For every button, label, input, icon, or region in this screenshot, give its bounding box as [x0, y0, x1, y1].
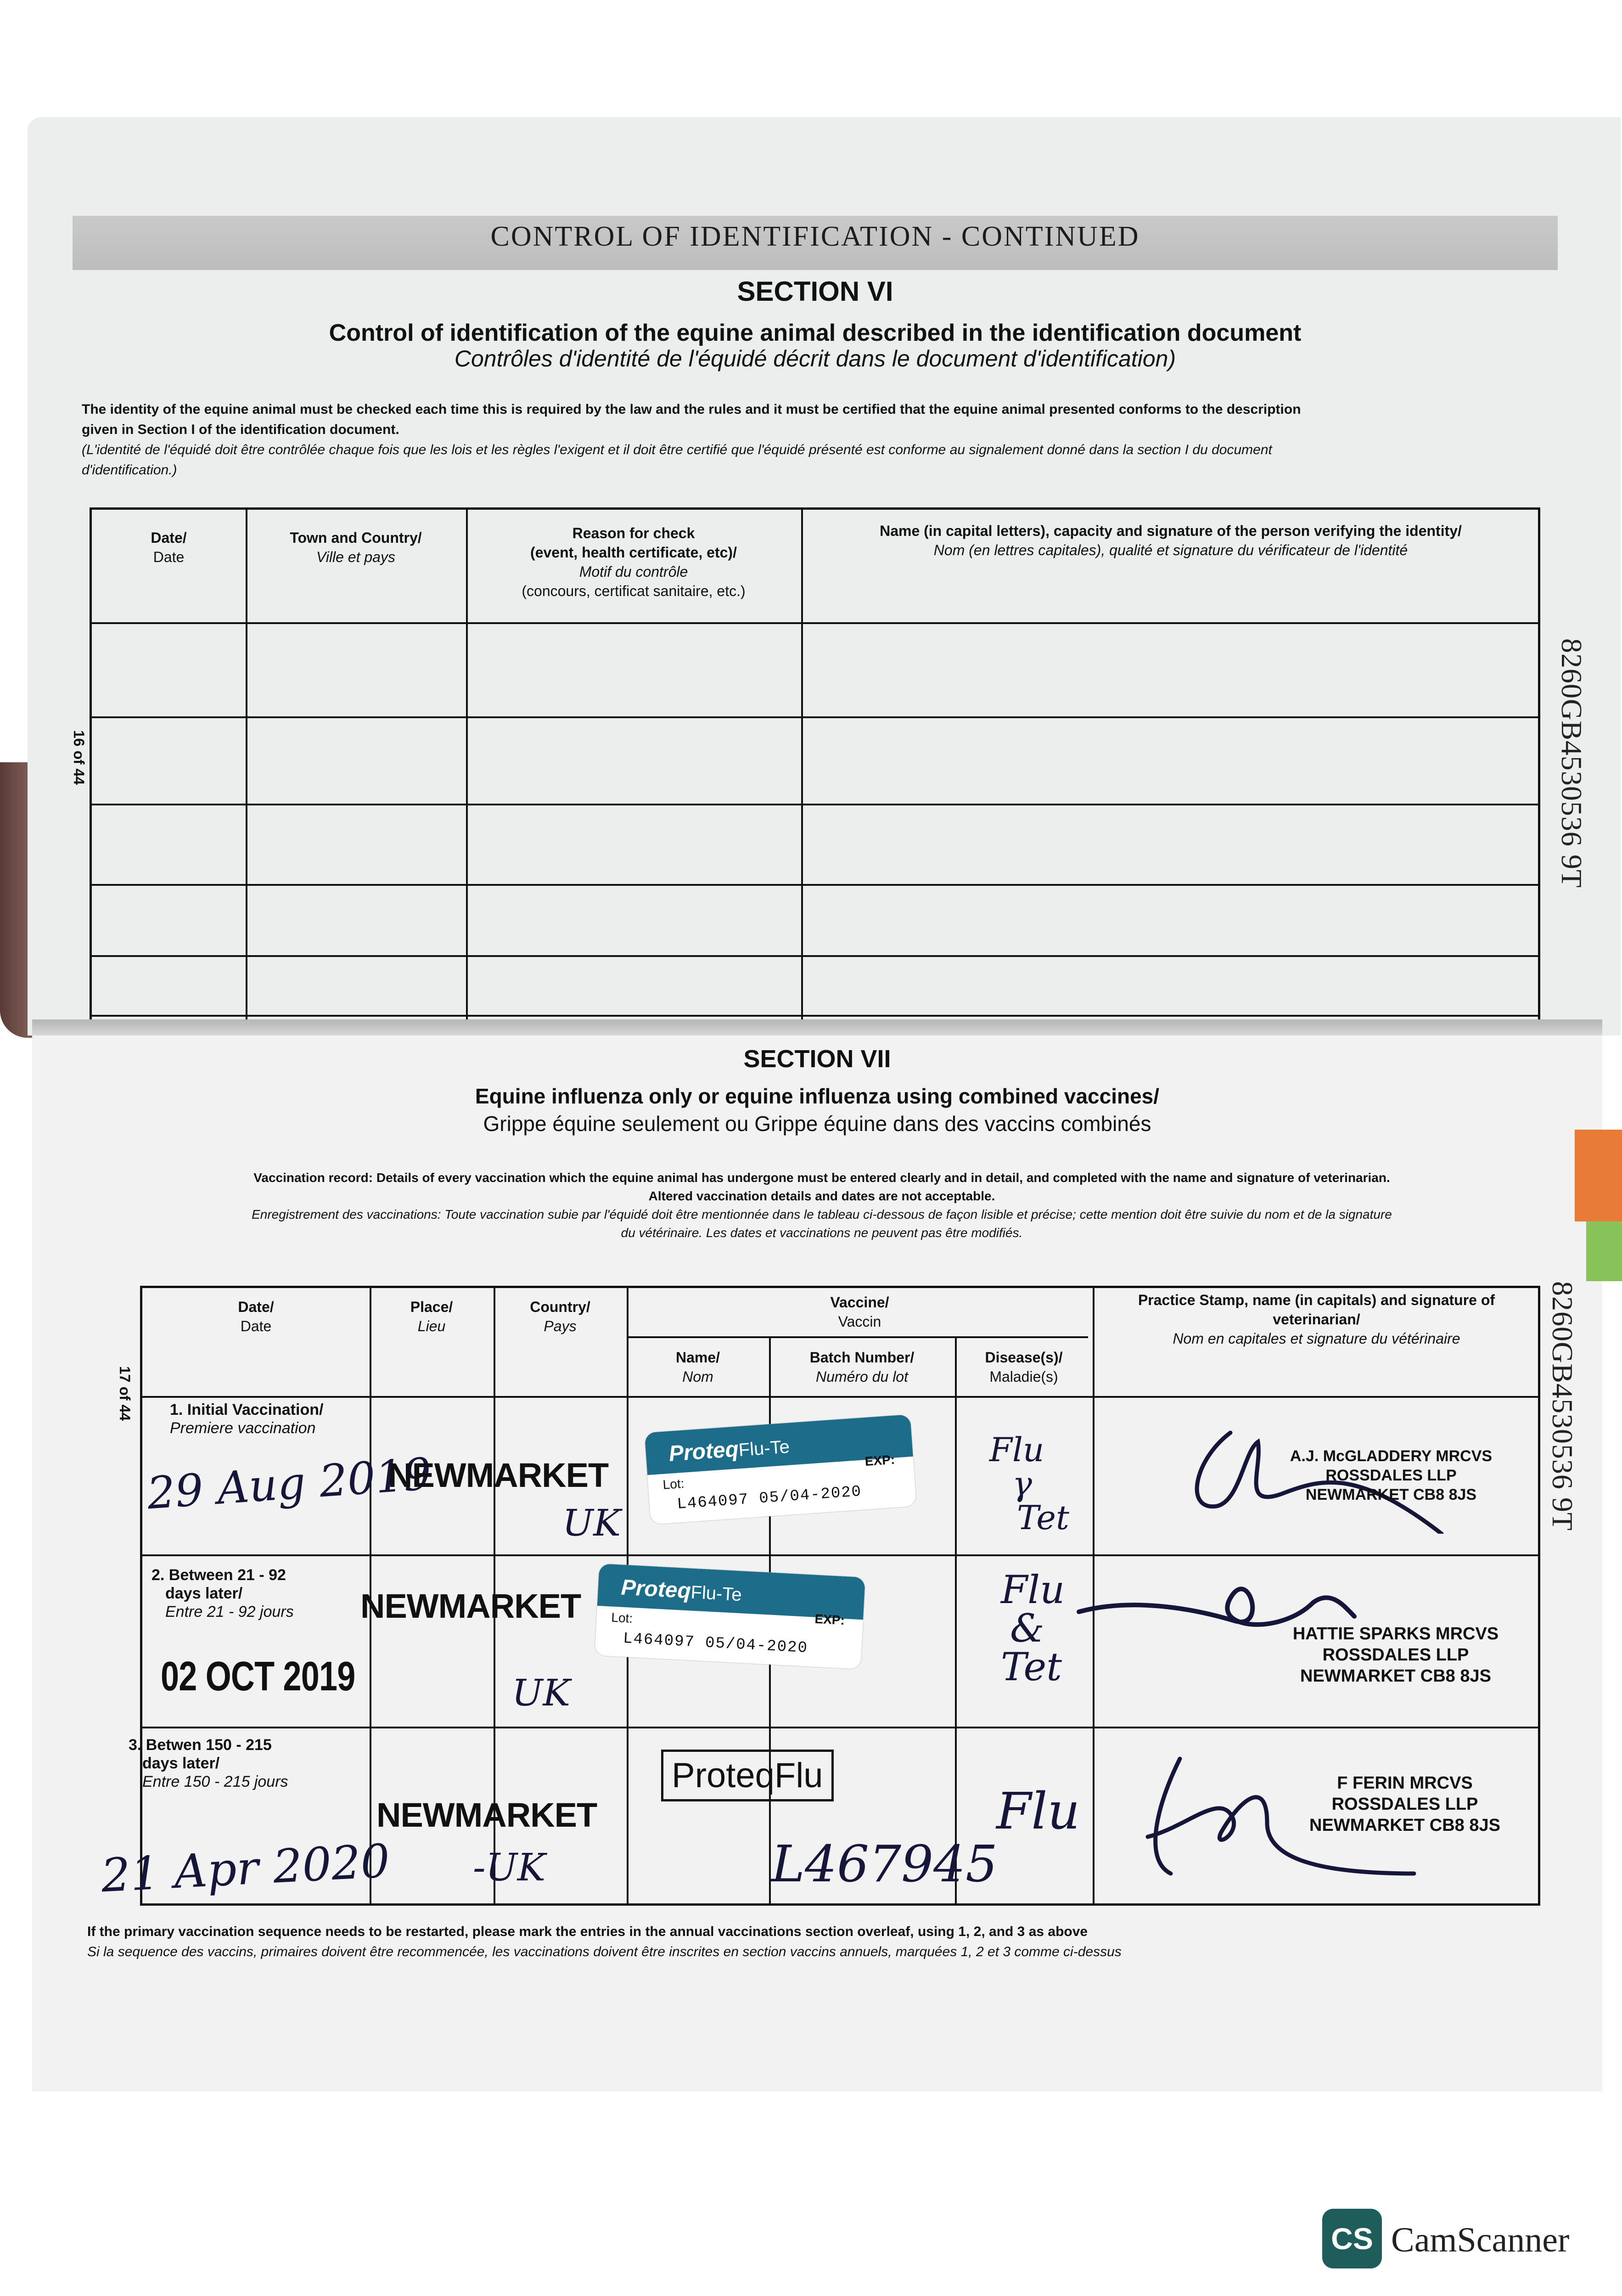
col-header-country: Country/ Pays: [530, 1299, 590, 1334]
row-1-place: NEWMARKET: [388, 1456, 609, 1494]
row-2-vaccine-sticker: ProteqFlu-Te Lot: EXP: L464097 05/04-2020: [595, 1564, 865, 1669]
col-divider: [246, 510, 247, 1042]
instructions-en-2: given in Section I of the identification document.: [82, 422, 399, 437]
row-1-vaccine-sticker: ProteqFlu-Te Lot: EXP: L464097 05/04-2020: [645, 1414, 917, 1525]
row-1-date: 29 Aug 2019: [145, 1448, 433, 1519]
section-vi-title: SECTION VI: [737, 276, 893, 307]
page-number-16: 16 of 44: [71, 730, 87, 785]
row-divider: [92, 716, 1538, 718]
col-header-date: Date/ Date: [151, 529, 187, 565]
instructions-fr-1: (L'identité de l'équidé doit être contrôlée chaque fois que les lois et les règles l'exigent et il doit être certifié que l'équidé présenté est conforme au signalement donné dans la section I du document: [82, 442, 1272, 457]
row-3-country: -UK: [473, 1846, 546, 1890]
row-3-disease: Flu: [996, 1782, 1080, 1840]
col-header-town: Town and Country/ Ville et pays: [290, 529, 422, 565]
col-header-reason: Reason for check (event, health certificate, etc)/ Motif du contrôle (concours, certificat sanitaire, etc.): [522, 525, 746, 599]
col-header-date: Date/ Date: [238, 1299, 274, 1334]
row-3-date: 21 Apr 2020: [100, 1834, 391, 1903]
row-divider: [92, 804, 1538, 805]
section-vii-subtitle-fr: Grippe équine seulement ou Grippe équine dans des vaccins combinés: [483, 1112, 1151, 1136]
section-vi-subtitle-fr: Contrôles d'identité de l'équidé décrit dans le document d'identification): [454, 346, 1176, 371]
camscanner-logo-icon: CS: [1322, 2209, 1382, 2268]
restart-footnote-fr: Si la sequence des vaccins, primaires doivent être recommencée, les vaccinations doivent être inscrites en section vaccins annuels, marquées 1, 2 et 3 comme ci-dessus: [87, 1944, 1122, 1959]
restart-footnote-en: If the primary vaccination sequence needs to be restarted, please mark the entries in the annual vaccinations section overleaf, using 1, 2, and 3 as above: [87, 1924, 1088, 1939]
section-vi-instructions: [82, 400, 1551, 480]
row-2-vet-stamp: HATTIE SPARKS MRCVS ROSSDALES LLP NEWMARKET CB8 8JS: [1292, 1624, 1499, 1686]
altered-details-note-fr: du vétérinaire. Les dates et vaccinations ne peuvent pas être modifiés.: [621, 1226, 1023, 1240]
col-header-vaccine-name: Name/ Nom: [675, 1349, 720, 1385]
section-vii-title: SECTION VII: [743, 1045, 891, 1073]
passport-number-top: 8260GB4530536 9T: [1555, 638, 1588, 888]
row-divider: [92, 955, 1538, 957]
row-1-label: 1. Initial Vaccination/ Premiere vaccination: [170, 1401, 324, 1437]
vaccination-record-note: Vaccination record: Details of every vaccination which the equine animal has undergone must be entered clearly and in detail, and completed with the name and signature of veterinarian.: [253, 1171, 1390, 1185]
row-3-vaccine-name: ProteqFlu: [661, 1750, 834, 1801]
section-vi-subtitle: Control of identification of the equine animal described in the identification document: [329, 320, 1302, 346]
passport-number-bottom: 8260GB4530536 9T: [1546, 1281, 1579, 1531]
col-header-verifier: Name (in capital letters), capacity and signature of the person verifying the identity/ Nom (en lettres capitales), qualité et signature du vérificateur de l'identité: [880, 523, 1462, 558]
row-3-label: 3. Betwen 150 - 215 days later/ Entre 150 - 215 jours: [129, 1736, 288, 1790]
col-header-batch: Batch Number/ Numéro du lot: [809, 1349, 915, 1385]
row-divider: [92, 1015, 1538, 1017]
page-tab-orange: [1575, 1130, 1622, 1221]
restart-footnote: [87, 1922, 1556, 1962]
instructions-en-1: The identity of the equine animal must be checked each time this is required by the law and the rules and it must be certified that the equine animal presented conforms to the description: [82, 402, 1301, 417]
row-2-country: UK: [512, 1671, 571, 1714]
col-divider: [801, 510, 803, 1042]
row-3-vet-stamp: F FERIN MRCVS ROSSDALES LLP NEWMARKET CB8 8JS: [1309, 1773, 1500, 1835]
row-divider: [92, 622, 1538, 624]
header-title: CONTROL OF IDENTIFICATION - CONTINUED: [490, 221, 1140, 252]
col-header-disease: Disease(s)/ Maladie(s): [985, 1349, 1063, 1385]
section-vii-instructions: [92, 1169, 1552, 1242]
row-3-batch: L467945: [771, 1835, 998, 1893]
col-header-vaccine: Vaccine/ Vaccin: [830, 1294, 889, 1330]
col-header-place: Place/ Lieu: [410, 1299, 453, 1334]
row-2-label: 2. Between 21 - 92 days later/ Entre 21 - 92 jours: [152, 1566, 294, 1621]
row-2-disease: Flu & Tet: [1001, 1567, 1065, 1689]
row-divider: [92, 884, 1538, 886]
vaccination-record-note-fr: Enregistrement des vaccinations: Toute vaccination subie par l'équidé doit être mentionnée dans le tableau ci-dessous de façon lisible et précise; cette mention doit être suivie du nom et de la signature: [252, 1207, 1392, 1221]
page-number-17: 17 of 44: [117, 1366, 133, 1421]
section-vii-subtitle: Equine influenza only or equine influenza using combined vaccines/: [475, 1084, 1160, 1108]
identification-check-table: [90, 507, 1540, 1042]
row-1-disease: Flu γ Tet: [989, 1430, 1069, 1537]
col-divider: [955, 1336, 957, 1903]
col-header-vet-stamp: Practice Stamp, name (in capitals) and signature of veterinarian/ Nom en capitales et signature du vétérinaire: [1138, 1292, 1495, 1347]
row-divider: [142, 1727, 1538, 1728]
row-1-vet-stamp: A.J. McGLADDERY MRCVS ROSSDALES LLP NEWMARKET CB8 8JS: [1290, 1447, 1493, 1503]
page-tab-green: [1586, 1221, 1622, 1281]
vaccine-sub-divider: [627, 1336, 1088, 1338]
instructions-fr-2: d'identification.): [82, 462, 177, 478]
row-divider: [142, 1396, 1538, 1398]
altered-details-note: Altered vaccination details and dates are not acceptable.: [648, 1189, 995, 1203]
row-2-place: NEWMARKET: [360, 1587, 581, 1625]
row-2-date: 02 OCT 2019: [161, 1654, 355, 1699]
row-1-country: UK: [562, 1502, 621, 1544]
camscanner-watermark: CamScanner: [1391, 2221, 1570, 2259]
row-3-place: NEWMARKET: [376, 1796, 597, 1834]
